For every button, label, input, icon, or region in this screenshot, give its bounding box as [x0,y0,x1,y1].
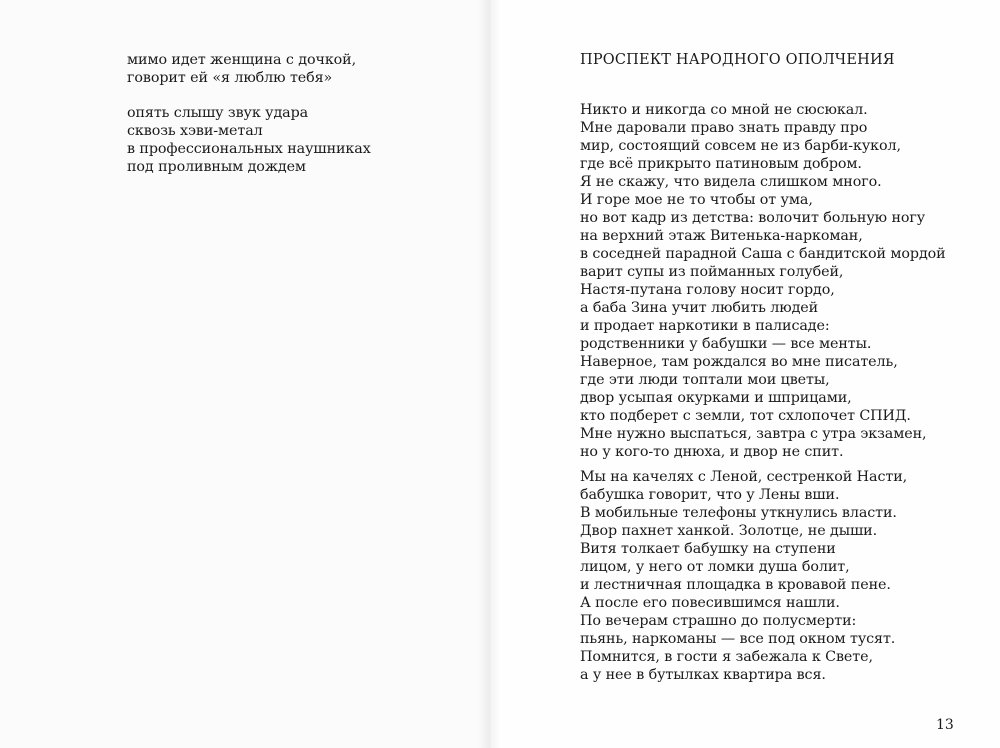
poem-line: Мне даровали право знать правду про [580,120,868,136]
poem-line: Никто и никогда со мной не сюсюкал. [580,102,868,118]
poem-line: но у кого-то днюха, и двор не спит. [580,444,844,460]
poem-line: опять слышу звук удара [127,105,309,121]
left-stanza-2 [127,104,371,176]
poem-line: Настя-путана голову носит гордо, [580,282,835,298]
poem-line: и лестничная площадка в кровавой пене. [580,577,891,593]
left-page [0,0,488,748]
poem-line: По вечерам страшно до полусмерти: [580,613,857,629]
poem-line: Мне нужно выспаться, завтра с утра экзамен, [580,426,927,442]
page-number: 13 [936,717,954,733]
poem-line: под проливным дождем [127,159,306,175]
poem-line: в профессиональных наушниках [127,141,371,157]
poem-line: и продает наркотики в палисаде: [580,318,830,334]
right-stanza-2 [580,468,907,684]
poem-line: говорит ей «я люблю тебя» [127,70,333,86]
poem-title: ПРОСПЕКТ НАРОДНОГО ОПОЛЧЕНИЯ [580,52,895,68]
poem-line: Мы на качелях с Леной, сестренкой Насти, [580,469,908,485]
poem-line: двор усыпая окурками и шприцами, [580,390,852,406]
poem-line: родственники у бабушки — все менты. [580,336,872,352]
poem-line: но вот кадр из детства: волочит больную ногу [580,210,926,226]
book-gutter [478,0,500,748]
poem-line: А после его повесившимся нашли. [580,595,840,611]
poem-line: где всё прикрыто патиновым добром. [580,156,862,172]
poem-line: Я не скажу, что видела слишком много. [580,174,882,190]
poem-line: лицом, у него от ломки душа болит, [580,559,850,575]
right-stanza-1 [580,101,946,461]
poem-line: Двор пахнет ханкой. Золотце, не дыши. [580,523,878,539]
poem-line: варит супы из пойманных голубей, [580,264,844,280]
poem-line: в соседней парадной Саша с бандитской мордой [580,246,946,262]
poem-line: пьянь, наркоманы — все под окном тусят. [580,631,896,647]
poem-line: мир, состоящий совсем не из барби-кукол, [580,138,901,154]
poem-line: Наверное, там рождался во мне писатель, [580,354,898,370]
poem-line: кто подберет с земли, тот схлопочет СПИД. [580,408,911,424]
poem-line: на верхний этаж Витенька-наркоман, [580,228,863,244]
poem-line: бабушка говорит, что у Лены вши. [580,487,840,503]
poem-line: сквозь хэви-метал [127,123,263,139]
poem-line: а баба Зина учит любить людей [580,300,819,316]
poem-line: где эти люди топтали мои цветы, [580,372,830,388]
poem-line: а у нее в бутылках квартира вся. [580,667,826,683]
poem-line: И горе мое не то чтобы от ума, [580,192,813,208]
poem-line: мимо идет женщина с дочкой, [127,52,357,68]
poem-line: Витя толкает бабушку на ступени [580,541,836,557]
poem-line: В мобильные телефоны уткнулись власти. [580,505,897,521]
poem-line: Помнится, в гости я забежала к Свете, [580,649,873,665]
left-stanza-1 [127,51,356,87]
